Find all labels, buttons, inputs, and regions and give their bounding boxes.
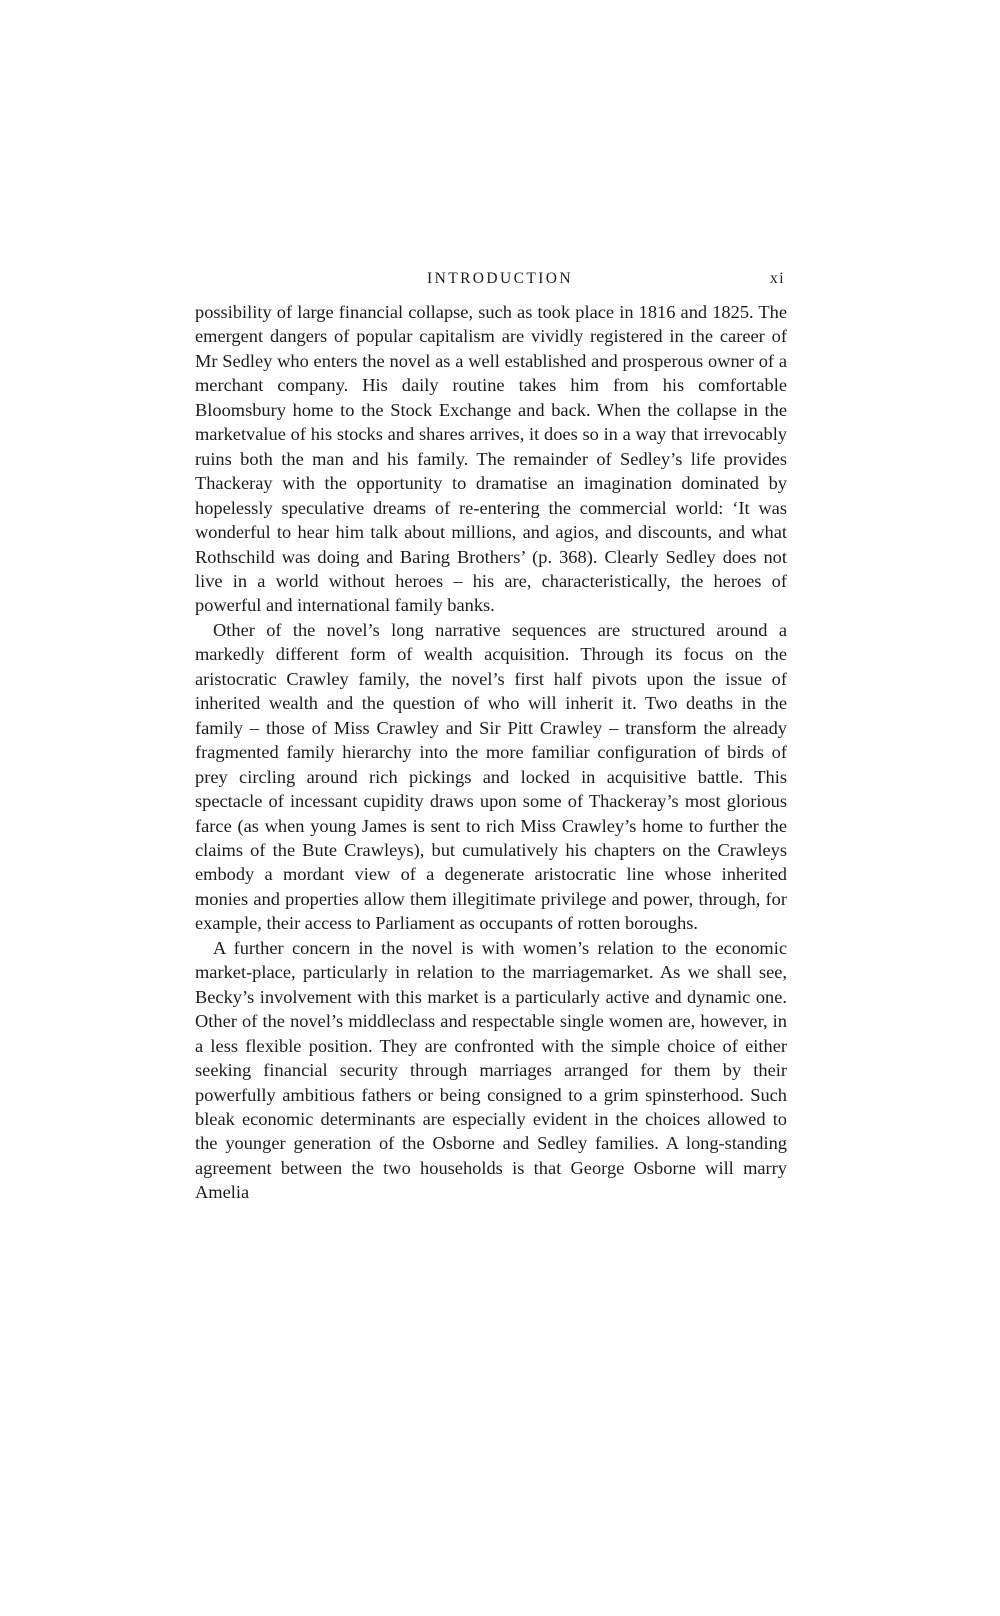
paragraph: Other of the novel’s long narrative sequences are structured around a markedly different form of wealth acquisition. Through its focus on the aristocratic Crawley family, the novel’s first half pivots upon the issue of inherited wealth and the question of who will inherit it. Two deaths in the family – those of Miss Crawley and Sir Pitt Crawley – transform the already fragmented family hierarchy into the more familiar configuration of birds of prey circling around rich pickings and locked in acquisitive battle. This spectacle of incessant cupidity draws upon some of Thackeray’s most glorious farce (as when young James is sent to rich Miss Crawley’s home to further the claims of the Bute Crawleys), but cumulatively his chapters on the Crawleys embody a mordant view of a degenerate aristocratic line whose inherited monies and properties allow them illegitimate privilege and power, through, for example, their access to Parliament as occupants of rotten boroughs. bbox=[195, 619, 787, 934]
running-head-title: INTRODUCTION bbox=[427, 270, 573, 287]
running-head bbox=[195, 268, 787, 294]
book-page bbox=[195, 268, 787, 1205]
page-number: xi bbox=[769, 270, 785, 287]
body-text bbox=[195, 300, 787, 1205]
paragraph: possibility of large financial collapse, such as took place in 1816 and 1825. The emergent dangers of popular capitalism are vividly registered in the career of Mr Sedley who enters the novel as a well established and prosperous owner of a merchant company. His daily routine takes him from his comfortable Bloomsbury home to the Stock Exchange and back. When the collapse in the marketvalue of his stocks and shares arrives, it does so in a way that irrevocably ruins both the man and his family. The remainder of Sedley’s life provides Thackeray with the opportunity to dramatise an imagination dominated by hopelessly speculative dreams of re-entering the commercial world: ‘It was wonderful to hear him talk about millions, and agios, and discounts, and what Rothschild was doing and Baring Brothers’ (p. 368). Clearly Sedley does not live in a world without heroes – his are, characteristically, the heroes of powerful and international family banks. bbox=[195, 302, 787, 616]
paragraph: A further concern in the novel is with women’s relation to the economic market-place, particularly in relation to the marriagemarket. As we shall see, Becky’s involvement with this market is a particularly active and dynamic one. Other of the novel’s middleclass and respectable single women are, however, in a less flexible position. They are confronted with the simple choice of either seeking financial security through marriages arranged for them by their powerfully ambitious fathers or being consigned to a grim spinsterhood. Such bleak economic determinants are especially evident in the choices allowed to the younger generation of the Osborne and Sedley families. A long-standing agreement between the two households is that George Osborne will marry Amelia bbox=[195, 937, 787, 1203]
